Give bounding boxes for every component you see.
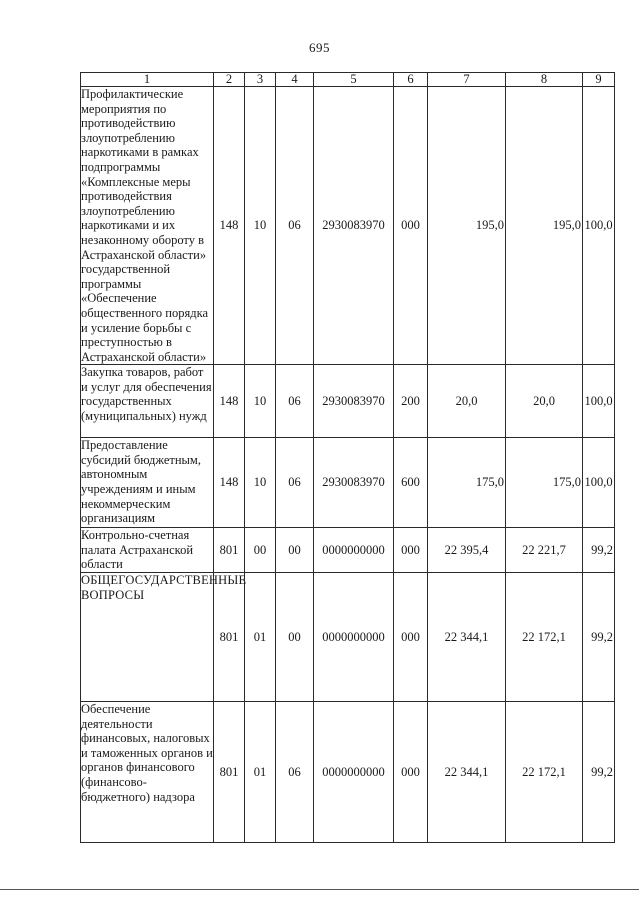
- cell-expense-type: 000: [394, 702, 428, 843]
- table-row: [81, 702, 615, 843]
- cell-ministry: 148: [214, 438, 245, 528]
- cell-actual-amount: 175,0: [506, 438, 583, 528]
- row-name-cell: Контрольно-счетная палата Астраханской области: [81, 528, 214, 573]
- page-number: 695: [309, 40, 330, 55]
- cell-ministry: 801: [214, 573, 245, 702]
- cell-ministry: 148: [214, 365, 245, 438]
- cell-expense-type: 000: [394, 87, 428, 365]
- cell-expense-type: 000: [394, 528, 428, 573]
- table-row: [81, 438, 615, 528]
- cell-expense-type: 600: [394, 438, 428, 528]
- row-name-cell: Предоставление субсидий бюджетным, автономным учреждениям и иным некоммерческим организациям: [81, 438, 214, 528]
- cell-target-article: 2930083970: [314, 87, 394, 365]
- cell-subsection: 06: [276, 702, 314, 843]
- cell-ministry: 148: [214, 87, 245, 365]
- header-col-5: 5: [314, 73, 394, 87]
- cell-percent: 100,0: [583, 87, 615, 365]
- table-row: [81, 87, 615, 365]
- header-col-7: 7: [428, 73, 506, 87]
- cell-actual-amount: 22 172,1: [506, 702, 583, 843]
- cell-expense-type: 200: [394, 365, 428, 438]
- cell-actual-amount: 20,0: [506, 365, 583, 438]
- cell-plan-amount: 20,0: [428, 365, 506, 438]
- row-name-cell: Закупка товаров, работ и услуг для обеспечения государственных (муниципальных) нужд: [81, 365, 214, 438]
- cell-target-article: 0000000000: [314, 528, 394, 573]
- cell-section: 00: [245, 528, 276, 573]
- table-row: [81, 573, 615, 702]
- cell-section: 01: [245, 573, 276, 702]
- row-name-cell: Обеспечение деятельности финансовых, налоговых и таможенных органов и органов финансового (финансово-бюджетного) надзора: [81, 702, 214, 843]
- table-row: [81, 365, 615, 438]
- cell-subsection: 06: [276, 87, 314, 365]
- row-name-cell: ОБЩЕГОСУДАРСТВЕННЫЕ ВОПРОСЫ: [81, 573, 214, 702]
- cell-target-article: 2930083970: [314, 438, 394, 528]
- budget-table: [80, 72, 615, 843]
- cell-expense-type: 000: [394, 573, 428, 702]
- cell-plan-amount: 195,0: [428, 87, 506, 365]
- cell-target-article: 0000000000: [314, 702, 394, 843]
- cell-subsection: 00: [276, 573, 314, 702]
- table-row: [81, 528, 615, 573]
- header-col-2: 2: [214, 73, 245, 87]
- cell-actual-amount: 22 172,1: [506, 573, 583, 702]
- cell-plan-amount: 22 344,1: [428, 702, 506, 843]
- header-col-6: 6: [394, 73, 428, 87]
- cell-percent: 99,2: [583, 702, 615, 843]
- cell-target-article: 0000000000: [314, 573, 394, 702]
- header-row: [81, 73, 615, 87]
- cell-subsection: 06: [276, 438, 314, 528]
- cell-target-article: 2930083970: [314, 365, 394, 438]
- header-col-3: 3: [245, 73, 276, 87]
- header-col-1: 1: [81, 73, 214, 87]
- cell-plan-amount: 175,0: [428, 438, 506, 528]
- row-name-cell: Профилактические мероприятия по противодействию злоупотреблению наркотиками в рамках подпрограммы «Комплексные меры противодействия злоупотреблению наркотиками и их незаконному обороту в Астраханской области» государственной программы «Обеспечение общественного порядка и усиление борьбы с преступностью в Астраханской области»: [81, 87, 214, 365]
- cell-section: 10: [245, 87, 276, 365]
- header-col-4: 4: [276, 73, 314, 87]
- header-col-9: 9: [583, 73, 615, 87]
- cell-actual-amount: 195,0: [506, 87, 583, 365]
- cell-plan-amount: 22 395,4: [428, 528, 506, 573]
- header-col-8: 8: [506, 73, 583, 87]
- cell-subsection: 00: [276, 528, 314, 573]
- cell-percent: 100,0: [583, 365, 615, 438]
- cell-section: 10: [245, 365, 276, 438]
- cell-subsection: 06: [276, 365, 314, 438]
- cell-ministry: 801: [214, 702, 245, 843]
- cell-actual-amount: 22 221,7: [506, 528, 583, 573]
- cell-percent: 99,2: [583, 573, 615, 702]
- cell-plan-amount: 22 344,1: [428, 573, 506, 702]
- cell-ministry: 801: [214, 528, 245, 573]
- cell-section: 01: [245, 702, 276, 843]
- cell-percent: 99,2: [583, 528, 615, 573]
- page-bottom-rule: [0, 889, 639, 890]
- cell-percent: 100,0: [583, 438, 615, 528]
- cell-section: 10: [245, 438, 276, 528]
